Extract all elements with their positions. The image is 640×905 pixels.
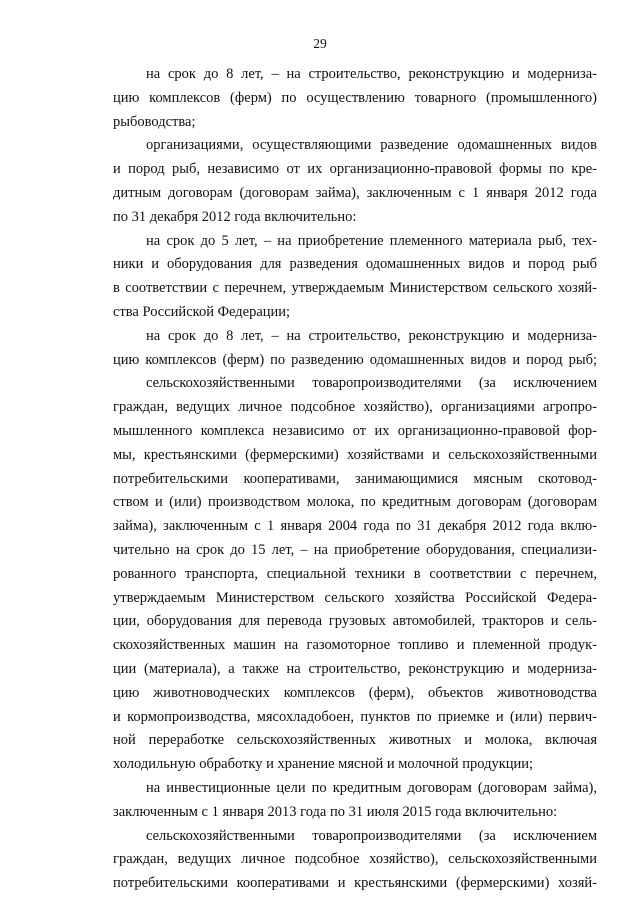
text-line: ции (материала), а также на строительство, реконструкцию и модерниза- [113,660,597,677]
text-line: потребительскими кооперативами, занимающимися мясным скотовод- [113,470,597,487]
text-line: потребительскими кооперативами и крестьянскими (фермерскими) хозяй- [113,875,597,892]
text-line: на срок до 8 лет, – на строительство, реконструкцию и модерниза- [146,66,597,82]
text-line: ции, оборудования для перевода грузовых автомобилей, тракторов и сель- [113,613,597,630]
text-line: организациями, осуществляющими разведение одомашненных видов [146,137,597,154]
text-line: цию животноводческих комплексов (ферм), объектов животноводства [113,684,597,701]
text-line: ством и (или) производством молока, по кредитным договорам (договорам [113,494,597,511]
text-line: займа), заключенным с 1 января 2004 года по 31 декабря 2012 года вклю- [113,518,597,535]
text-line: чительно на срок до 15 лет, – на приобретение оборудования, специализи- [113,541,597,558]
text-line: ной переработке сельскохозяйственных животных и молока, включая [113,732,597,749]
text-line: дитным договорам (договорам займа), заключенным с 1 января 2012 года [113,184,597,201]
text-line: на инвестиционные цели по кредитным договорам (договорам займа), [146,779,597,796]
text-line: цию комплексов (ферм) по разведению одомашненных видов и пород рыб; [113,351,597,368]
text-line: заключенным с 1 января 2013 года по 31 июля 2015 года включительно: [113,803,558,820]
text-line: цию комплексов (ферм) по осуществлению товарного (промышленного) [113,89,597,106]
text-line: ства Российской Федерации; [113,303,291,320]
text-line: и кормопроизводства, мясохладобоен, пунктов по приемке и (или) первич- [113,708,597,725]
body-text [113,63,597,896]
text-line: ники и оборудования для разведения одомашненных видов и пород рыб [113,256,597,273]
text-line: рыбоводства; [113,113,196,130]
text-line: мышленного комплекса независимо от их организационно-правовой фор- [113,422,597,439]
text-line: по 31 декабря 2012 года включительно: [113,208,357,225]
text-line: сельскохозяйственными товаропроизводителями (за исключением [146,827,597,844]
page-number: 29 [313,36,327,51]
text-line: в соответствии с перечнем, утверждаемым Министерством сельского хозяй- [113,280,597,297]
text-line: сельскохозяйственными товаропроизводителями (за исключением [146,375,597,392]
text-line: утверждаемым Министерством сельского хозяйства Российской Федера- [113,589,597,606]
text-line: рованного транспорта, специальной техники в соответствии с перечнем, [113,565,597,582]
text-line: мы, крестьянскими (фермерскими) хозяйствами и сельскохозяйственными [113,446,597,463]
text-line: на срок до 8 лет, – на строительство, реконструкцию и модерниза- [146,327,597,344]
text-line: холодильную обработку и хранение мясной и молочной продукции; [113,756,534,773]
text-line: скохозяйственных машин на газомоторное топливо и племенной продук- [113,637,597,654]
text-line: граждан, ведущих личное подсобное хозяйство), сельскохозяйственными [113,851,597,868]
text-line: и пород рыб, независимо от их организационно-правовой формы по кре- [113,161,597,178]
text-line: на срок до 5 лет, – на приобретение племенного материала рыб, тех- [146,232,597,249]
text-line: граждан, ведущих личное подсобное хозяйство), организациями агропро- [113,399,597,416]
